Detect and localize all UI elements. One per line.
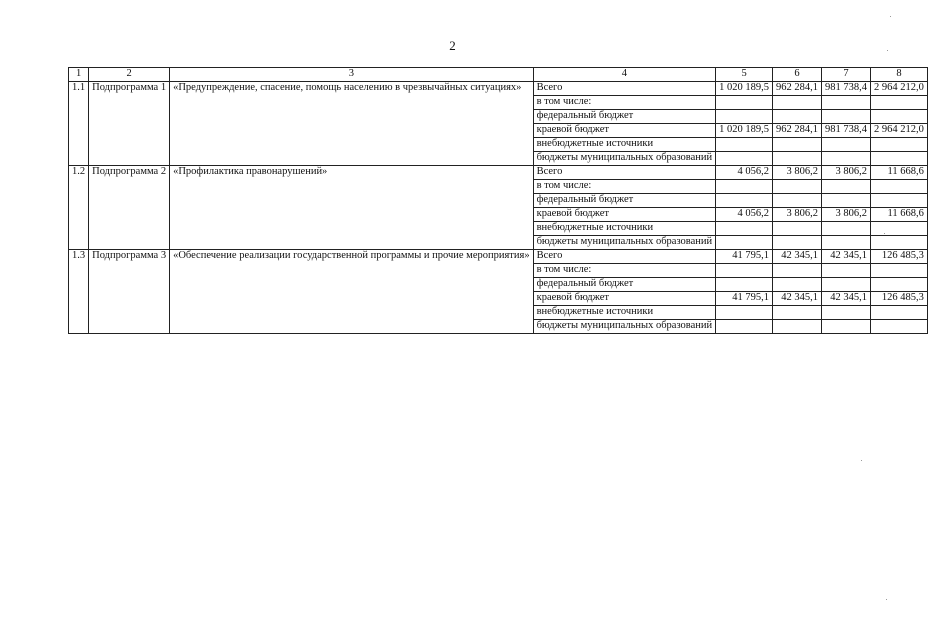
funding-source-cell: в том числе: — [533, 264, 716, 278]
funding-source-cell: краевой бюджет — [533, 292, 716, 306]
value-cell-col6 — [773, 110, 822, 124]
value-cell-col7: 981 738,4 — [822, 82, 871, 96]
value-cell-col5 — [716, 152, 773, 166]
column-header: 7 — [822, 68, 871, 82]
table-body — [69, 82, 928, 334]
value-cell-col6 — [773, 152, 822, 166]
funding-source-cell: федеральный бюджет — [533, 110, 716, 124]
value-cell-col5 — [716, 320, 773, 334]
item-code-cell: 1.1 — [69, 82, 89, 166]
value-cell-col6 — [773, 194, 822, 208]
subprogram-title-cell: «Предупреждение, спасение, помощь населению в чрезвычайных ситуациях» — [170, 82, 534, 166]
value-cell-col8: 2 964 212,0 — [871, 82, 928, 96]
value-cell-col8: 2 964 212,0 — [871, 124, 928, 138]
value-cell-col6 — [773, 236, 822, 250]
funding-source-cell: в том числе: — [533, 96, 716, 110]
value-cell-col8 — [871, 236, 928, 250]
budget-table — [68, 67, 928, 334]
column-header: 6 — [773, 68, 822, 82]
value-cell-col7: 42 345,1 — [822, 250, 871, 264]
scan-speck — [886, 599, 887, 600]
column-header: 1 — [69, 68, 89, 82]
value-cell-col7 — [822, 96, 871, 110]
value-cell-col7 — [822, 306, 871, 320]
value-cell-col8 — [871, 96, 928, 110]
subprogram-cell: Подпрограмма 2 — [89, 166, 170, 250]
value-cell-col7 — [822, 236, 871, 250]
value-cell-col8 — [871, 278, 928, 292]
value-cell-col7 — [822, 138, 871, 152]
subprogram-cell: Подпрограмма 3 — [89, 250, 170, 334]
value-cell-col8: 11 668,6 — [871, 208, 928, 222]
funding-source-cell: внебюджетные источники — [533, 138, 716, 152]
column-header: 2 — [89, 68, 170, 82]
page-number: 2 — [449, 38, 456, 53]
value-cell-col5 — [716, 264, 773, 278]
value-cell-col7: 42 345,1 — [822, 292, 871, 306]
funding-source-cell: внебюджетные источники — [533, 306, 716, 320]
value-cell-col5: 1 020 189,5 — [716, 124, 773, 138]
value-cell-col7 — [822, 320, 871, 334]
value-cell-col6 — [773, 96, 822, 110]
value-cell-col5 — [716, 138, 773, 152]
scan-speck — [884, 233, 885, 234]
scan-speck — [861, 460, 862, 461]
value-cell-col7: 3 806,2 — [822, 208, 871, 222]
value-cell-col5: 1 020 189,5 — [716, 82, 773, 96]
value-cell-col5: 41 795,1 — [716, 250, 773, 264]
column-header: 5 — [716, 68, 773, 82]
value-cell-col6 — [773, 264, 822, 278]
funding-source-cell: внебюджетные источники — [533, 222, 716, 236]
value-cell-col5 — [716, 236, 773, 250]
scan-speck — [887, 50, 888, 51]
value-cell-col8 — [871, 222, 928, 236]
funding-source-cell: бюджеты муниципальных образований — [533, 320, 716, 334]
subprogram-title-cell: «Обеспечение реализации государственной программы и прочие мероприятия» — [170, 250, 534, 334]
value-cell-col8: 11 668,6 — [871, 166, 928, 180]
table-row — [69, 166, 928, 180]
funding-source-cell: бюджеты муниципальных образований — [533, 236, 716, 250]
funding-source-cell: Всего — [533, 166, 716, 180]
table-row — [69, 82, 928, 96]
value-cell-col8: 126 485,3 — [871, 250, 928, 264]
value-cell-col6: 42 345,1 — [773, 292, 822, 306]
value-cell-col7 — [822, 194, 871, 208]
value-cell-col8 — [871, 110, 928, 124]
scan-speck — [890, 16, 891, 17]
value-cell-col5 — [716, 194, 773, 208]
column-header: 3 — [170, 68, 534, 82]
value-cell-col6: 962 284,1 — [773, 124, 822, 138]
funding-source-cell: федеральный бюджет — [533, 194, 716, 208]
value-cell-col7 — [822, 110, 871, 124]
value-cell-col5: 4 056,2 — [716, 208, 773, 222]
subprogram-cell: Подпрограмма 1 — [89, 82, 170, 166]
value-cell-col5: 41 795,1 — [716, 292, 773, 306]
value-cell-col8 — [871, 180, 928, 194]
funding-source-cell: в том числе: — [533, 180, 716, 194]
value-cell-col5 — [716, 180, 773, 194]
item-code-cell: 1.3 — [69, 250, 89, 334]
value-cell-col6: 3 806,2 — [773, 208, 822, 222]
value-cell-col5 — [716, 110, 773, 124]
value-cell-col6: 42 345,1 — [773, 250, 822, 264]
value-cell-col7 — [822, 278, 871, 292]
value-cell-col8: 126 485,3 — [871, 292, 928, 306]
value-cell-col7 — [822, 222, 871, 236]
value-cell-col7: 981 738,4 — [822, 124, 871, 138]
funding-source-cell: бюджеты муниципальных образований — [533, 152, 716, 166]
value-cell-col6 — [773, 138, 822, 152]
value-cell-col8 — [871, 194, 928, 208]
value-cell-col6 — [773, 222, 822, 236]
value-cell-col8 — [871, 264, 928, 278]
column-header: 4 — [533, 68, 716, 82]
value-cell-col5: 4 056,2 — [716, 166, 773, 180]
funding-source-cell: краевой бюджет — [533, 124, 716, 138]
value-cell-col6: 962 284,1 — [773, 82, 822, 96]
value-cell-col7: 3 806,2 — [822, 166, 871, 180]
item-code-cell: 1.2 — [69, 166, 89, 250]
header-row — [69, 68, 928, 82]
value-cell-col7 — [822, 152, 871, 166]
value-cell-col5 — [716, 306, 773, 320]
subprogram-title-cell: «Профилактика правонарушений» — [170, 166, 534, 250]
funding-source-cell: Всего — [533, 250, 716, 264]
funding-source-cell: краевой бюджет — [533, 208, 716, 222]
value-cell-col5 — [716, 222, 773, 236]
value-cell-col6 — [773, 180, 822, 194]
value-cell-col7 — [822, 264, 871, 278]
value-cell-col6 — [773, 278, 822, 292]
value-cell-col8 — [871, 306, 928, 320]
value-cell-col6: 3 806,2 — [773, 166, 822, 180]
value-cell-col8 — [871, 152, 928, 166]
value-cell-col8 — [871, 138, 928, 152]
funding-source-cell: федеральный бюджет — [533, 278, 716, 292]
value-cell-col8 — [871, 320, 928, 334]
funding-source-cell: Всего — [533, 82, 716, 96]
value-cell-col6 — [773, 320, 822, 334]
table-row — [69, 250, 928, 264]
value-cell-col5 — [716, 96, 773, 110]
column-header: 8 — [871, 68, 928, 82]
value-cell-col7 — [822, 180, 871, 194]
value-cell-col5 — [716, 278, 773, 292]
value-cell-col6 — [773, 306, 822, 320]
